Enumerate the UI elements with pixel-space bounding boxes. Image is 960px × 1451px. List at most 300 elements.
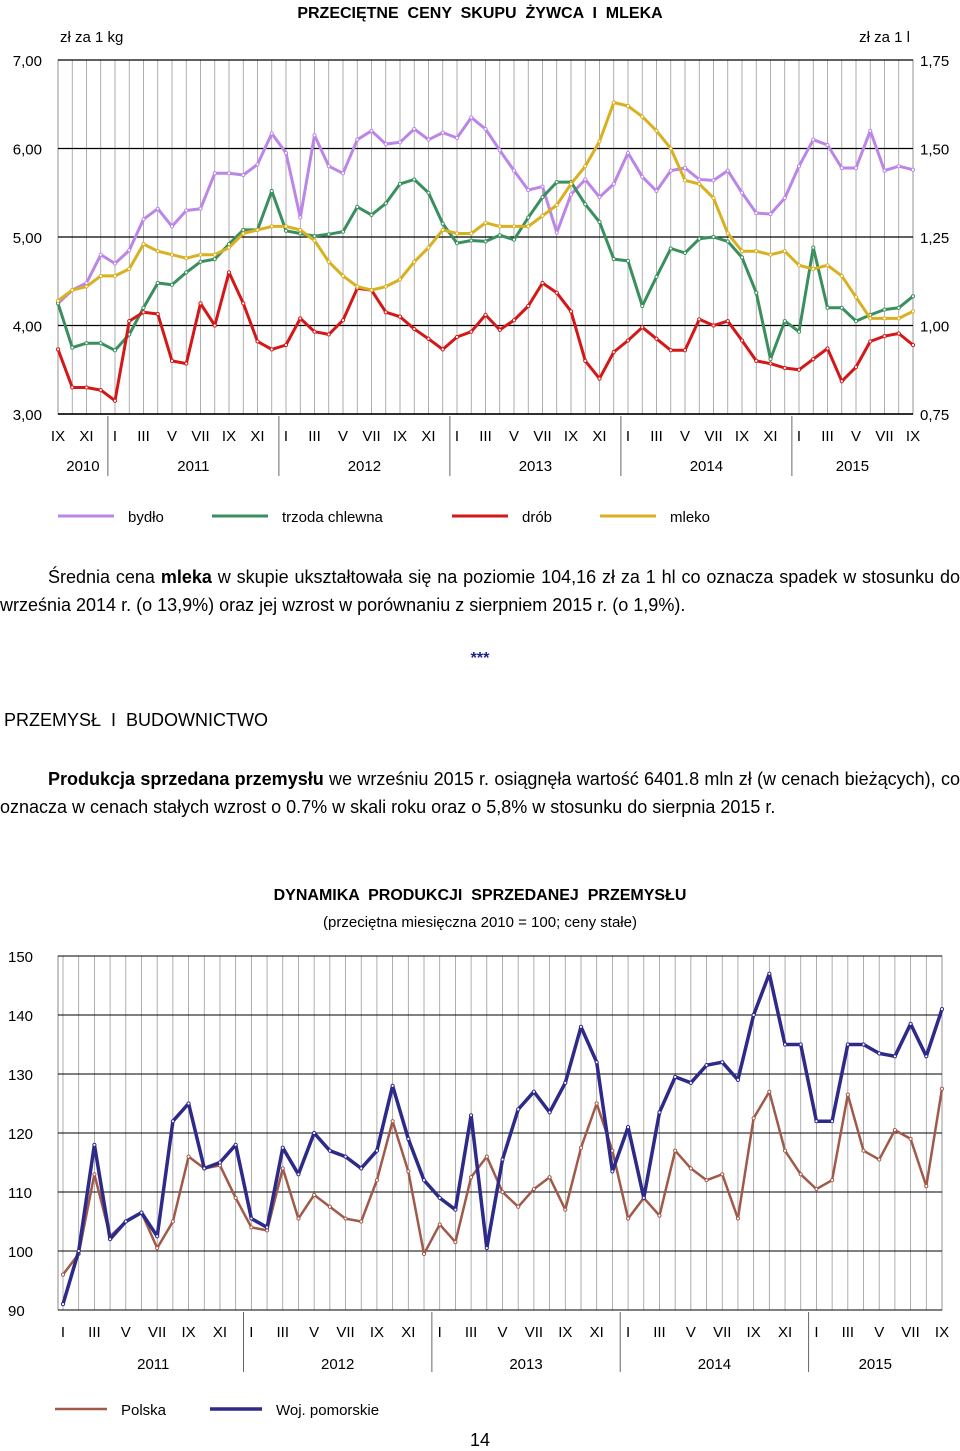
series-point (911, 310, 914, 313)
series-point (455, 242, 458, 245)
chart1-right-tick: 1,00 (920, 318, 950, 336)
series-point (413, 260, 416, 263)
chart1-year-label: 2012 (347, 458, 382, 475)
series-point (840, 274, 843, 277)
series-point (327, 260, 330, 263)
chart2-month-label: I (60, 1324, 66, 1341)
chart1-year-label: 2015 (835, 458, 870, 475)
series-point (56, 348, 59, 351)
series-point (783, 1149, 786, 1152)
series-point (712, 235, 715, 238)
series-point (313, 235, 316, 238)
series-point (641, 326, 644, 329)
series-point (612, 350, 615, 353)
series-point (284, 229, 287, 232)
chart1-month-label: III (137, 428, 150, 445)
series-point (454, 1208, 457, 1211)
series-point (655, 275, 658, 278)
chart2-month-label: I (625, 1324, 631, 1341)
series-point (438, 1223, 441, 1226)
series-point (498, 328, 501, 331)
series-point (299, 317, 302, 320)
series-point (384, 311, 387, 314)
series-point (783, 319, 786, 322)
series-point (527, 188, 530, 191)
chart2-y-tick: 130 (8, 1067, 34, 1084)
series-point (170, 359, 173, 362)
series-point (626, 104, 629, 107)
series-point (532, 1187, 535, 1190)
series-point (846, 1093, 849, 1096)
chart2-year-label: 2013 (509, 1356, 543, 1373)
chart2-grid (58, 956, 942, 1310)
series-point (171, 1120, 174, 1123)
chart1-month-label: IX (221, 428, 237, 445)
series-point (391, 1084, 394, 1087)
series-point (755, 212, 758, 215)
series-point (142, 242, 145, 245)
series-point (548, 1176, 551, 1179)
chart1-right-tick: 1,25 (920, 230, 950, 247)
chart1-left-unit: zł za 1 kg (60, 29, 124, 46)
milk-para-bold: mleka (160, 567, 212, 587)
series-point (140, 1211, 143, 1214)
series-point (370, 289, 373, 292)
series-point (564, 1208, 567, 1211)
series-point (512, 319, 515, 322)
series-point (840, 380, 843, 383)
chart1-left-tick: 5,00 (12, 230, 42, 247)
chart2-month-label: IX (181, 1324, 196, 1341)
series-point (484, 221, 487, 224)
series-point (883, 335, 886, 338)
series-point (265, 1226, 268, 1229)
series-point (156, 207, 159, 210)
series-point (736, 1217, 739, 1220)
series-point (854, 365, 857, 368)
series-point (270, 348, 273, 351)
series-point (422, 1252, 425, 1255)
series-point (797, 368, 800, 371)
chart1-month-label: IX (50, 428, 66, 445)
series-point (284, 343, 287, 346)
series-point (669, 147, 672, 150)
series-point (878, 1158, 881, 1161)
series-point (242, 228, 245, 231)
series-point (736, 1078, 739, 1081)
chart1-year-label: 2014 (689, 458, 724, 475)
series-point (370, 129, 373, 132)
series-point (313, 330, 316, 333)
series-point (612, 258, 615, 261)
chart1-month-label: V (166, 428, 178, 445)
series-point (611, 1170, 614, 1173)
series-point (438, 1196, 441, 1199)
series-point (270, 132, 273, 135)
series-point (413, 127, 416, 130)
series-point (854, 296, 857, 299)
series-point (360, 1220, 363, 1223)
industrial-production-chart (0, 870, 960, 1430)
series-point (284, 151, 287, 154)
chart2-month-label: VII (148, 1324, 167, 1341)
series-point (313, 1131, 316, 1134)
series-point (281, 1167, 284, 1170)
series-point (56, 299, 59, 302)
series-point (427, 246, 430, 249)
series-point (911, 295, 914, 298)
chart1-month-label: VII (362, 428, 381, 445)
chart2-month-label: VII (901, 1324, 920, 1341)
series-point (156, 1235, 159, 1238)
series-point (721, 1173, 724, 1176)
series-point (854, 166, 857, 169)
chart2-month-label: IX (558, 1324, 573, 1341)
series-point (455, 335, 458, 338)
series-point (213, 258, 216, 261)
chart2-month-label: IX (934, 1324, 950, 1341)
series-point (783, 250, 786, 253)
series-point (812, 246, 815, 249)
series-point (626, 1126, 629, 1129)
prod-para-bold: Produkcja sprzedana przemysłu (48, 769, 324, 789)
series-point (674, 1075, 677, 1078)
series-point (170, 225, 173, 228)
series-point (698, 178, 701, 181)
series-point (185, 257, 188, 260)
series-point (485, 1246, 488, 1249)
series-point (99, 389, 102, 392)
series-point (541, 196, 544, 199)
series-point (769, 212, 772, 215)
series-point (242, 232, 245, 235)
series-point (862, 1149, 865, 1152)
series-point (407, 1170, 410, 1173)
series-point (470, 239, 473, 242)
series-point (799, 1043, 802, 1046)
chart1-month-label: VII (533, 428, 552, 445)
series-point (455, 136, 458, 139)
chart2-year-label: 2014 (697, 1356, 732, 1373)
series-point (299, 216, 302, 219)
series-point (584, 359, 587, 362)
series-point (71, 386, 74, 389)
series-point (705, 1064, 708, 1067)
series-point (669, 349, 672, 352)
series-point (441, 131, 444, 134)
series-point (579, 1025, 582, 1028)
series-point (422, 1179, 425, 1182)
chart2-year-label: 2012 (321, 1356, 355, 1373)
chart1-left-tick: 7,00 (12, 53, 42, 70)
series-point (883, 308, 886, 311)
series-point (642, 1196, 645, 1199)
series-point (893, 1128, 896, 1131)
series-point (612, 182, 615, 185)
series-point (831, 1179, 834, 1182)
series-point (242, 302, 245, 305)
legend-label: bydło (128, 509, 164, 526)
series-point (726, 240, 729, 243)
series-point (501, 1190, 504, 1193)
series-point (626, 259, 629, 262)
series-point (598, 196, 601, 199)
series-point (199, 260, 202, 263)
series-point (658, 1111, 661, 1114)
series-point (93, 1173, 96, 1176)
series-point (128, 249, 131, 252)
chart2-y-tick: 110 (8, 1185, 32, 1202)
series-point (740, 339, 743, 342)
series-point (548, 1111, 551, 1114)
series-point (375, 1179, 378, 1182)
series-point (555, 231, 558, 234)
series-point (769, 358, 772, 361)
series-point (815, 1187, 818, 1190)
series-point (883, 317, 886, 320)
series-point (909, 1137, 912, 1140)
chart2-y-tick: 140 (8, 1008, 34, 1025)
series-point (470, 1114, 473, 1117)
chart2-month-label: III (88, 1324, 101, 1341)
series-point (869, 340, 872, 343)
chart2-month-label: I (249, 1324, 254, 1341)
series-point (328, 1205, 331, 1208)
series-point (356, 285, 359, 288)
series-point (564, 1081, 567, 1084)
series-point (569, 310, 572, 313)
chart2-year-label: 2015 (858, 1356, 892, 1373)
series-point (595, 1102, 598, 1105)
series-point (669, 169, 672, 172)
series-point (384, 285, 387, 288)
series-point (527, 216, 530, 219)
series-point (213, 324, 216, 327)
series-point (598, 377, 601, 380)
series-point (128, 267, 131, 270)
series-point (470, 330, 473, 333)
series-point (484, 240, 487, 243)
chart1-month-label: XI (763, 428, 778, 445)
chart2-month-label: V (309, 1324, 320, 1341)
series-point (270, 189, 273, 192)
series-point (341, 319, 344, 322)
series-point (234, 1143, 237, 1146)
series-point (517, 1108, 520, 1111)
chart1-right-unit: zł za 1 l (859, 29, 910, 46)
series-point (427, 138, 430, 141)
series-point (370, 213, 373, 216)
series-point (199, 207, 202, 210)
series-point (170, 283, 173, 286)
chart2-month-label: I (437, 1324, 442, 1341)
series-point (250, 1217, 253, 1220)
series-point (689, 1167, 692, 1170)
series-point (826, 143, 829, 146)
series-point (256, 340, 259, 343)
series-point (227, 172, 230, 175)
series-point (185, 362, 188, 365)
series-point (883, 169, 886, 172)
series-point (498, 225, 501, 228)
series-point (187, 1155, 190, 1158)
series-point (797, 330, 800, 333)
series-point (840, 166, 843, 169)
series-point (299, 228, 302, 231)
series-point (911, 168, 914, 171)
series-point (598, 140, 601, 143)
chart1-month-label: VII (704, 428, 723, 445)
series-point (384, 142, 387, 145)
chart1-left-tick: 4,00 (12, 318, 42, 336)
series-point (113, 262, 116, 265)
chart1-month-label: III (479, 428, 492, 445)
milk-para-rest: w skupie ukształtowała się na poziomie 104,16 zł za 1 hl co oznacza spadek w stosunku do września 2014 r. (o 13,9%) oraz jej wzrost w porównaniu z sierpniem 2015 r. (o 1,9%). (0, 567, 960, 615)
series-point (185, 209, 188, 212)
series-point (812, 267, 815, 270)
series-point (740, 256, 743, 259)
chart1-month-label: IX (392, 428, 408, 445)
series-point (897, 165, 900, 168)
chart1-year-label: 2010 (66, 458, 100, 475)
series-point (740, 250, 743, 253)
series-point (705, 1179, 708, 1182)
legend-label: trzoda chlewna (282, 509, 383, 526)
chart2-y-tick: 120 (8, 1126, 34, 1143)
series-point (783, 1043, 786, 1046)
series-point (142, 218, 145, 221)
chart1-month-label: I (796, 428, 802, 445)
chart1-month-label: V (508, 428, 520, 445)
series-point (199, 253, 202, 256)
series-point (270, 225, 273, 228)
series-point (584, 203, 587, 206)
series-point (512, 225, 515, 228)
chart2-y-tick: 150 (8, 949, 34, 966)
chart1-month-label: III (821, 428, 834, 445)
series-point (669, 247, 672, 250)
production-paragraph (0, 765, 960, 821)
series-point (826, 264, 829, 267)
series-point (541, 185, 544, 188)
series-point (532, 1090, 535, 1093)
series-point (683, 166, 686, 169)
legend-label: Polska (121, 1402, 167, 1419)
series-point (869, 317, 872, 320)
series-point (940, 1087, 943, 1090)
series-point (328, 1149, 331, 1152)
chart2-month-label: VII (336, 1324, 355, 1341)
series-point (413, 327, 416, 330)
series-point (740, 191, 743, 194)
series-point (227, 271, 230, 274)
series-point (93, 1143, 96, 1146)
series-point (641, 175, 644, 178)
series-point (768, 1090, 771, 1093)
series-point (555, 291, 558, 294)
series-point (769, 362, 772, 365)
series-point (541, 214, 544, 217)
series-point (925, 1185, 928, 1188)
series-point (698, 318, 701, 321)
series-point (541, 281, 544, 284)
series-point (854, 319, 857, 322)
chart1-month-label: IX (563, 428, 579, 445)
series-point (297, 1217, 300, 1220)
series-point (812, 138, 815, 141)
series-point (407, 1137, 410, 1140)
series-point (683, 251, 686, 254)
series-point (313, 239, 316, 242)
chart1-month-label: IX (905, 428, 921, 445)
series-point (113, 349, 116, 352)
series-point (878, 1052, 881, 1055)
section-heading: PRZEMYSŁ I BUDOWNICTWO (4, 710, 269, 730)
series-point (512, 169, 515, 172)
chart2-subtitle: (przeciętna miesięczna 2010 = 100; ceny stałe) (323, 914, 637, 931)
series-point (470, 232, 473, 235)
chart1-month-label: I (112, 428, 118, 445)
series-point (769, 253, 772, 256)
chart1-month-label: XI (421, 428, 436, 445)
series-point (341, 230, 344, 233)
chart1-year-label: 2013 (518, 458, 553, 475)
chart1-month-label: VII (191, 428, 210, 445)
chart2-y-tick: 100 (8, 1244, 34, 1261)
series-point (61, 1273, 64, 1276)
series-point (595, 1061, 598, 1064)
series-point (281, 1146, 284, 1149)
series-point (156, 281, 159, 284)
chart2-month-label: V (497, 1324, 508, 1341)
series-point (815, 1120, 818, 1123)
series-point (470, 116, 473, 119)
chart1-month-label: III (308, 428, 321, 445)
series-point (61, 1303, 64, 1306)
series-point (683, 349, 686, 352)
livestock-milk-price-chart (0, 0, 960, 540)
series-point (911, 343, 914, 346)
series-point (812, 358, 815, 361)
series-point (470, 1176, 473, 1179)
series-point (171, 1220, 174, 1223)
chart2-title: DYNAMIKA PRODUKCJI SPRZEDANEJ PRZEMYSŁU (273, 887, 687, 904)
chart2-month-label: XI (212, 1324, 228, 1341)
series-point (569, 182, 572, 185)
milk-paragraph (0, 563, 960, 619)
series-point (897, 332, 900, 335)
series-point (655, 337, 658, 340)
series-point (313, 134, 316, 137)
chart1-left-tick: 3,00 (12, 407, 42, 424)
chart2-month-label: VII (524, 1324, 544, 1341)
chart1-month-label: V (337, 428, 349, 445)
chart2-month-label: III (653, 1324, 666, 1341)
series-point (99, 274, 102, 277)
series-point (77, 1249, 80, 1252)
series-point (327, 165, 330, 168)
chart1-month-label: XI (250, 428, 265, 445)
legend-label: drób (522, 509, 553, 526)
series-point (527, 304, 530, 307)
chart2-month-label: V (685, 1324, 696, 1341)
chart1-month-label: VII (875, 428, 894, 445)
series-point (641, 115, 644, 118)
series-point (454, 1241, 457, 1244)
series-point (455, 232, 458, 235)
series-point (398, 182, 401, 185)
series-point (85, 386, 88, 389)
